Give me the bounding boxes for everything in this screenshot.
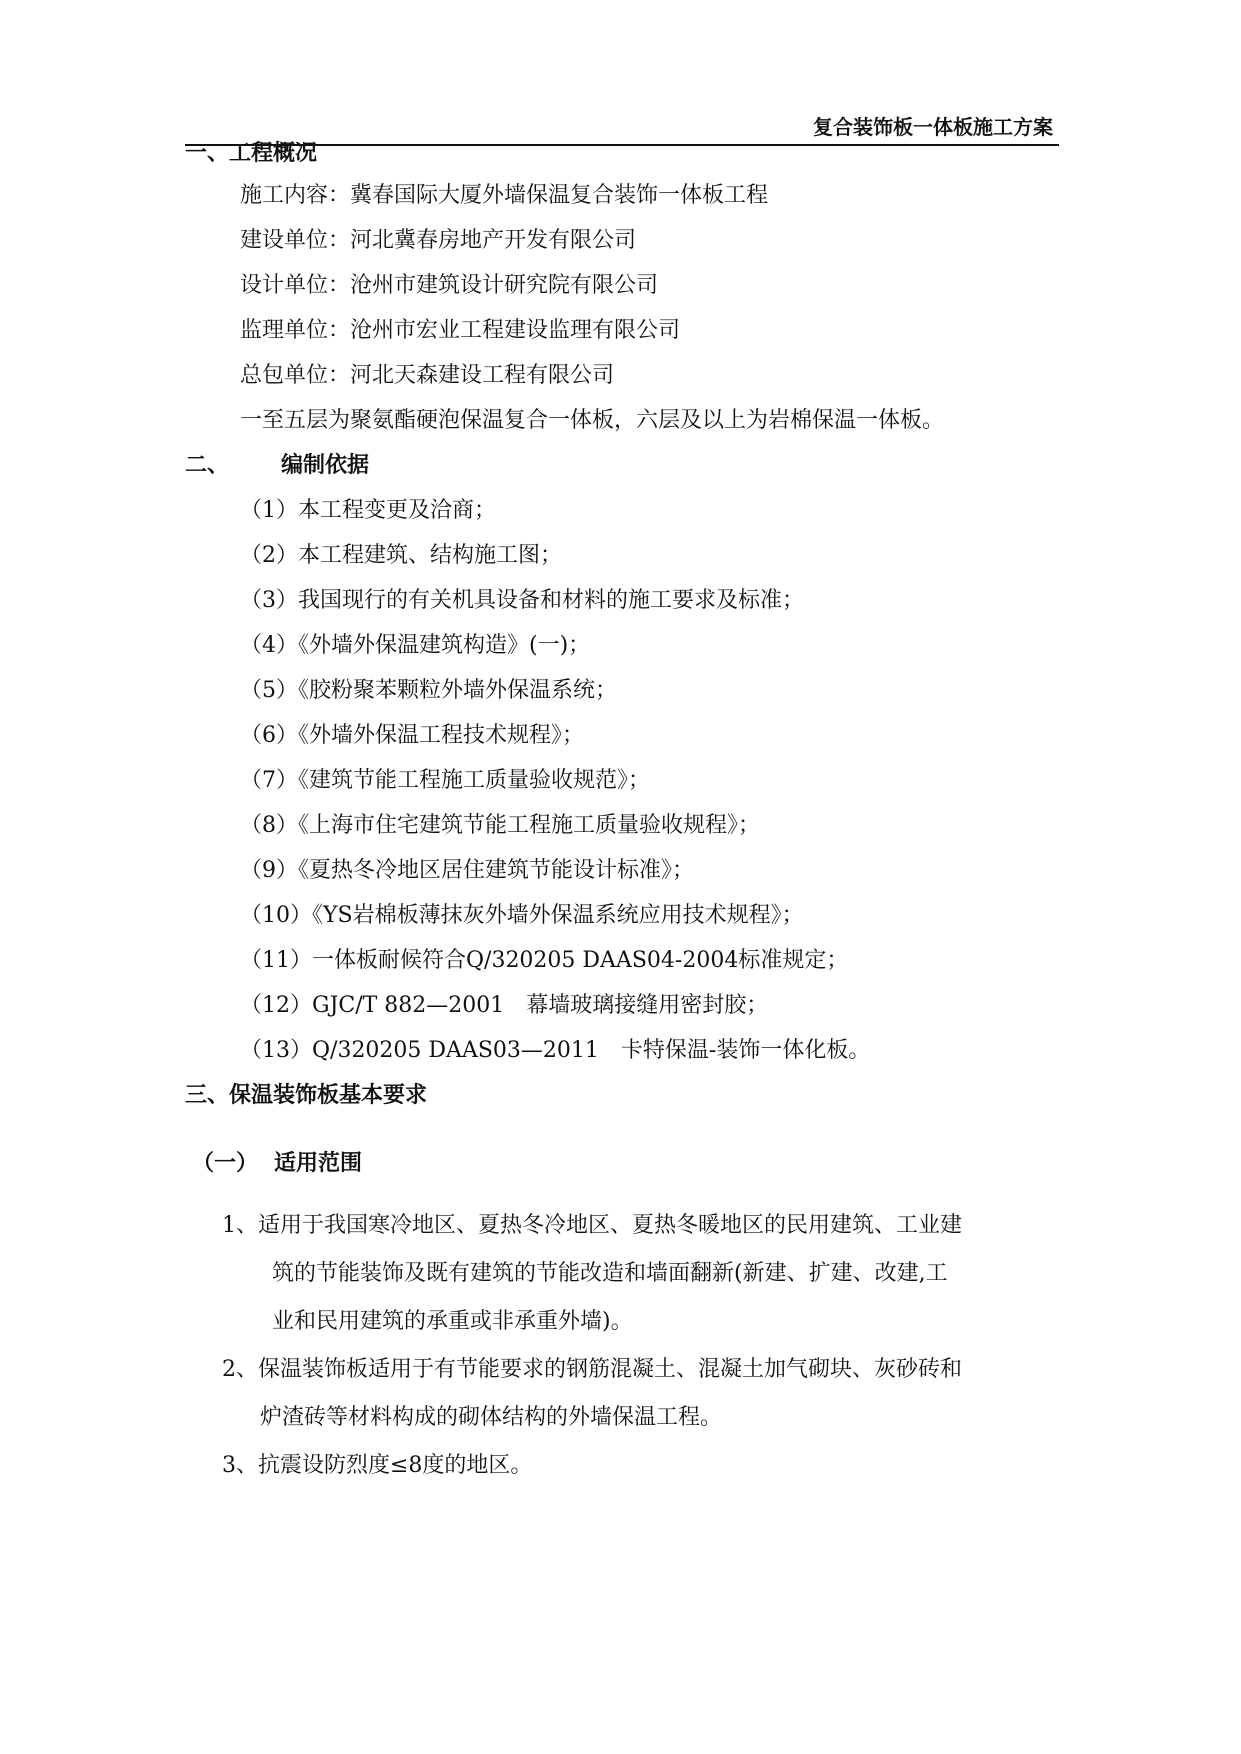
construction-unit: 建设单位：河北冀春房地产开发有限公司 [240,228,637,253]
basis-item-13: （13）Q/320205 DAAS03—2011 卡特保温-装饰一体化板。 [240,1038,871,1063]
basis-item-8: （8）《上海市住宅建筑节能工程施工质量验收规程》； [240,813,760,838]
document-header-title: 复合装饰板一体板施工方案 [813,115,1053,139]
subsection-heading [192,1148,362,1180]
floor-description: 一至五层为聚氨酯硬泡保温复合一体板，六层及以上为岩棉保温一体板。 [240,408,945,433]
basis-item-4: （4）《外墙外保温建筑构造》(一)； [240,633,591,658]
basis-item-10: （10）《YS岩棉板薄抹灰外墙外保温系统应用技术规程》； [240,903,804,928]
section-2-number: 二、 [185,453,230,478]
supervision-unit: 监理单位：沧州市宏业工程建设监理有限公司 [240,318,681,343]
basis-item-12: （12）GJC/T 882—2001 幕墙玻璃接缝用密封胶； [240,993,769,1018]
basis-item-7: （7）《建筑节能工程施工质量验收规范》； [240,768,650,793]
project-content: 施工内容：冀春国际大厦外墙保温复合装饰一体板工程 [240,183,769,208]
section-2-heading [185,450,369,482]
section-3-heading: 三、保温装饰板基本要求 [185,1083,428,1108]
scope-item-1-line-1: 1、适用于我国寒冷地区、夏热冬冷地区、夏热冬暖地区的民用建筑、工业建 [222,1213,962,1238]
general-contractor: 总包单位：河北天森建设工程有限公司 [240,363,615,388]
design-unit: 设计单位：沧州市建筑设计研究院有限公司 [240,273,659,298]
basis-item-9: （9）《夏热冬冷地区居住建筑节能设计标准》； [240,858,694,883]
scope-item-3-line-1: 3、抗震设防烈度≤8度的地区。 [222,1453,533,1478]
basis-item-1: （1）本工程变更及洽商； [240,498,496,523]
basis-item-5: （5）《胶粉聚苯颗粒外墙外保温系统； [240,678,617,703]
subsection-title: 适用范围 [274,1151,363,1176]
scope-item-2-line-2: 炉渣砖等材料构成的砌体结构的外墙保温工程。 [260,1405,723,1430]
section-2-title: 编制依据 [281,453,370,478]
basis-item-6: （6）《外墙外保温工程技术规程》； [240,723,584,748]
scope-item-1-line-2: 筑的节能装饰及既有建筑的节能改造和墙面翻新(新建、扩建、改建,工 [272,1261,948,1286]
subsection-number: （一） [192,1151,259,1176]
scope-item-2-line-1: 2、保温装饰板适用于有节能要求的钢筋混凝土、混凝土加气砌块、灰砂砖和 [222,1357,962,1382]
basis-item-11: （11）一体板耐候符合Q/320205 DAAS04-2004标准规定； [240,948,849,973]
section-1-heading: 一、工程概况 [185,141,318,166]
basis-item-3: （3）我国现行的有关机具设备和材料的施工要求及标准； [240,588,804,613]
scope-item-1-line-3: 业和民用建筑的承重或非承重外墙)。 [272,1309,633,1334]
basis-item-2: （2）本工程建筑、结构施工图； [240,543,562,568]
